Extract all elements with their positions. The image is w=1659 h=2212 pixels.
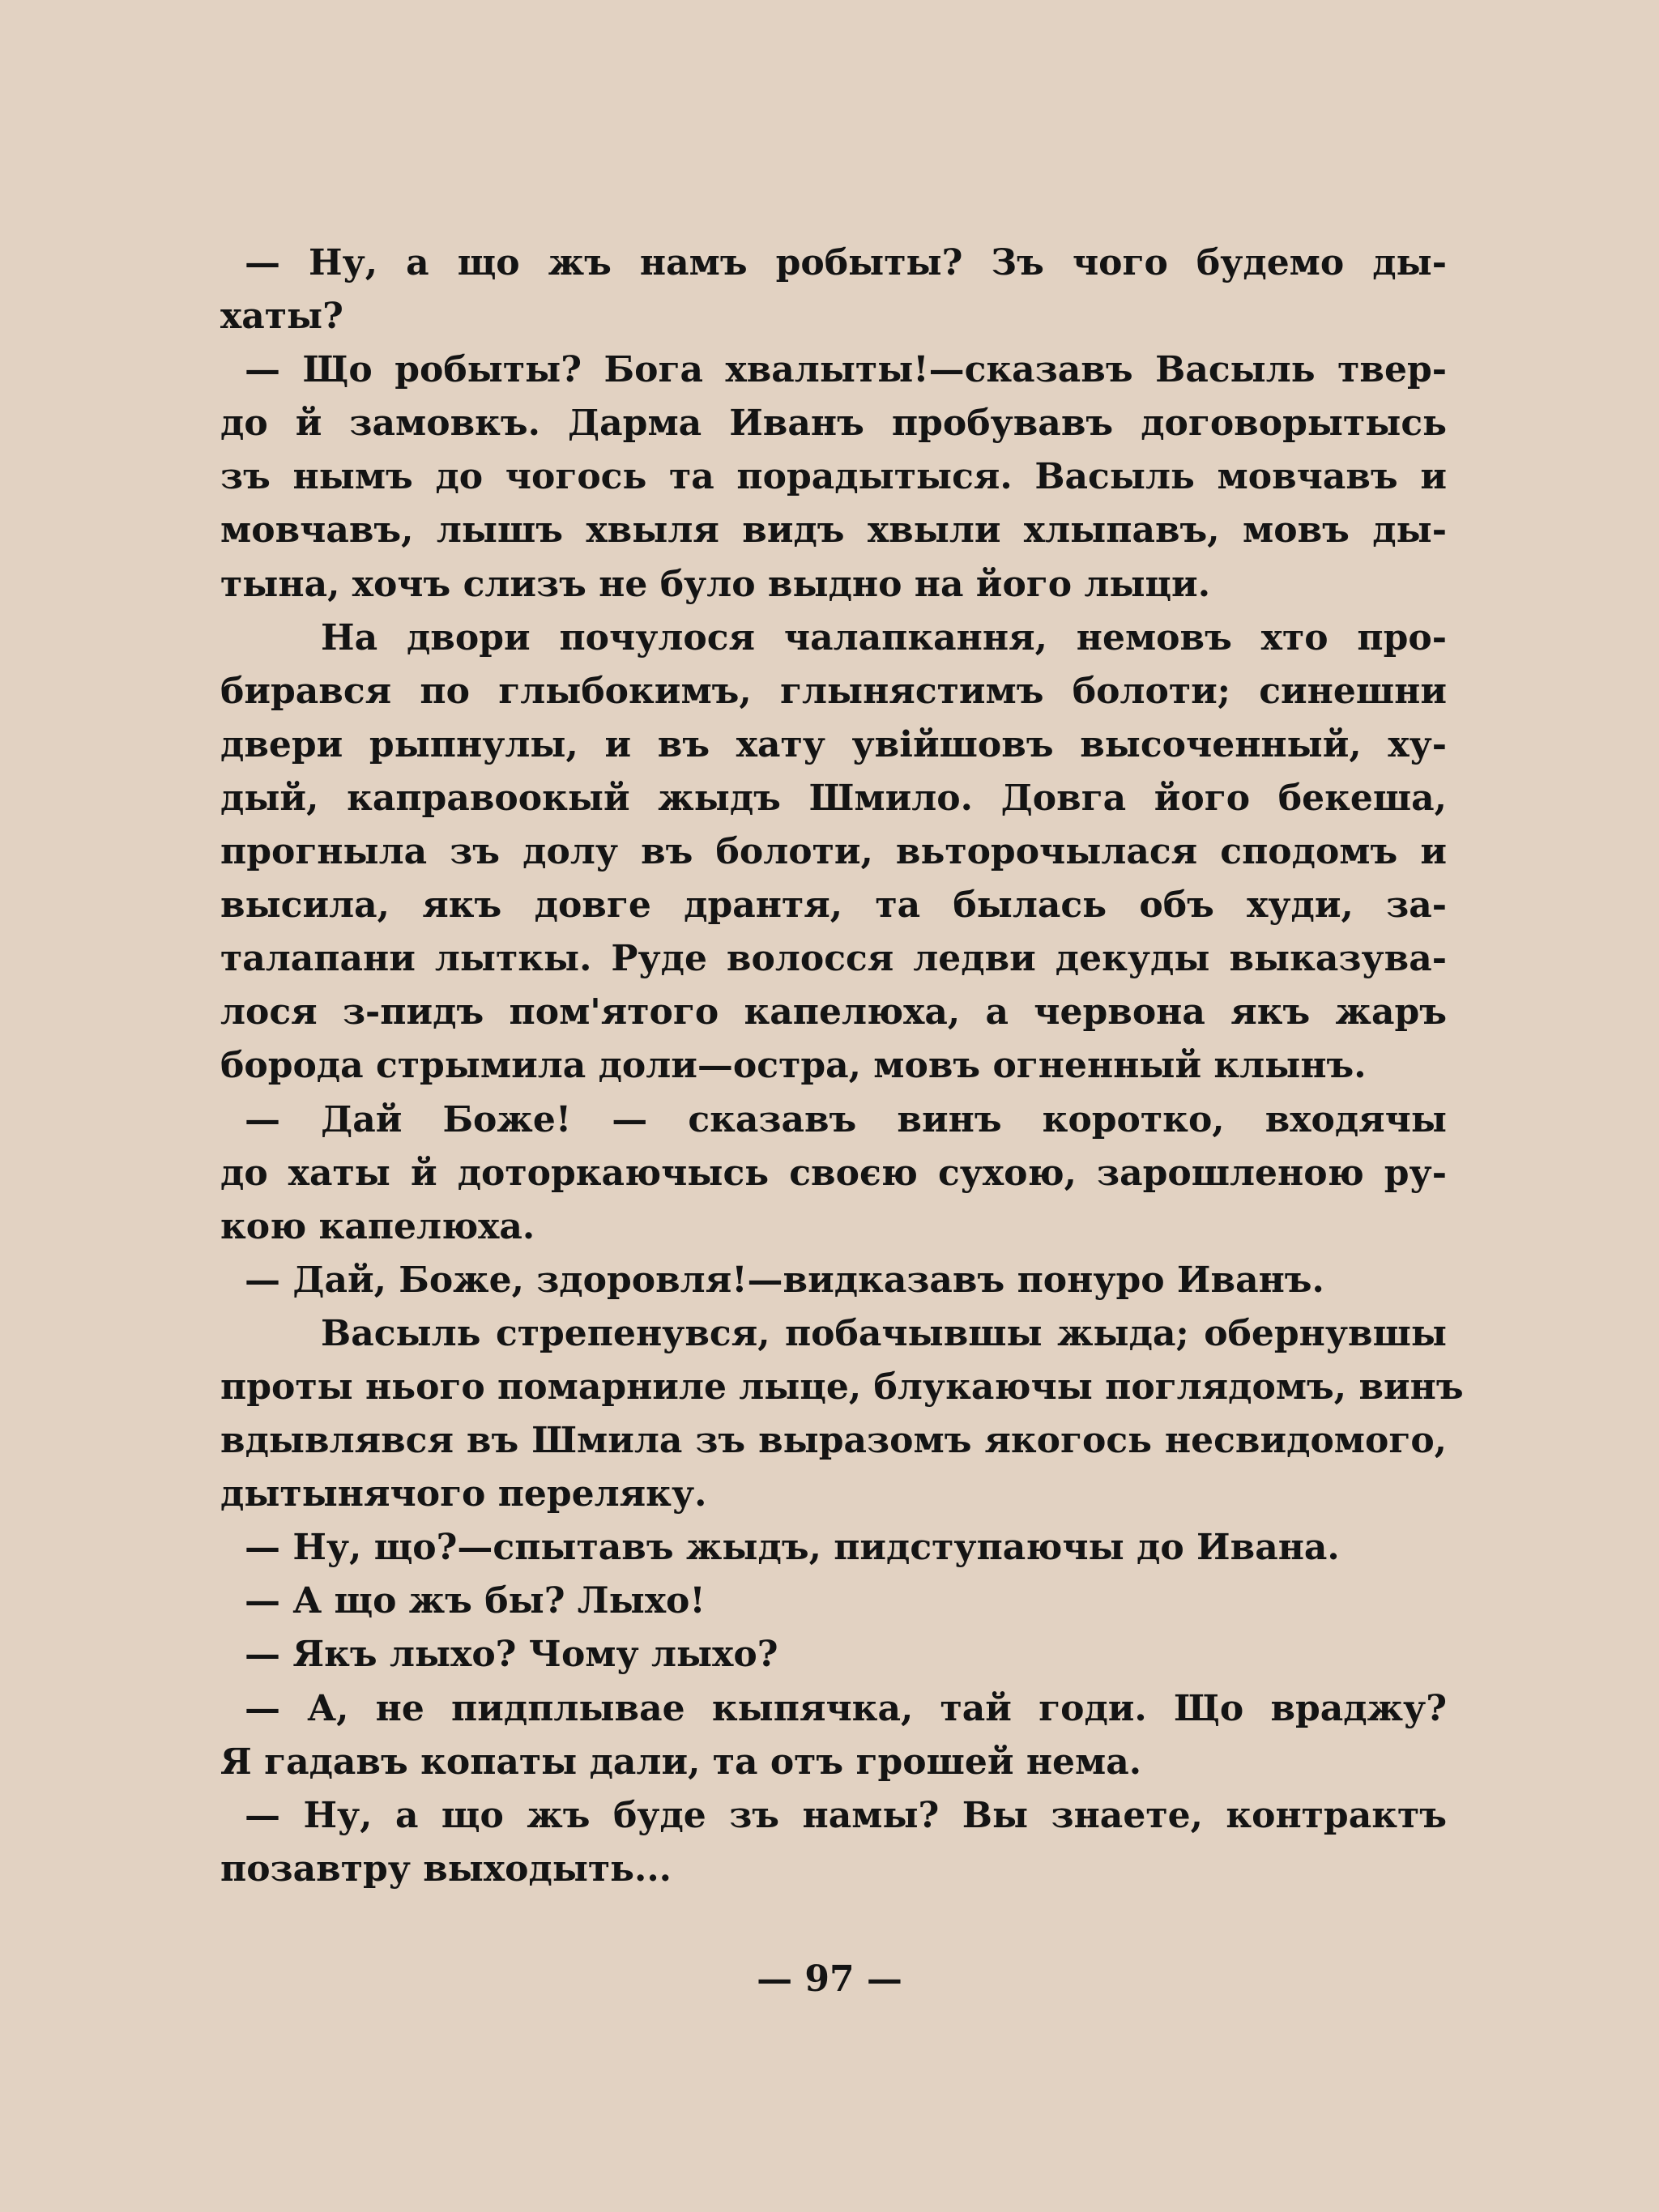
text-line: вдывлявся въ Шмила зъ выразомъ якогось несвидомого, <box>220 1420 1447 1462</box>
text-line: дый, каправоокый жыдъ Шмило. Довга його бекеша, <box>220 777 1447 819</box>
text-line: — Дай Боже! — сказавъ винъ коротко, входячы <box>245 1098 1447 1140</box>
text-line: позавтру выходыть... <box>220 1848 672 1890</box>
text-line: до хаты й доторкаючысь своєю сухою, зарошленою ру- <box>220 1152 1447 1194</box>
text-line: талапани лыткы. Руде волосся ледви декуды выказува- <box>220 938 1447 980</box>
text-line: — Дай, Боже, здоровля!—видказавъ понуро Иванъ. <box>245 1259 1324 1301</box>
text-line: — Що робыты? Бога хвалыты!—сказавъ Васыль твер- <box>245 349 1447 391</box>
text-line: дытынячого переляку. <box>220 1473 707 1515</box>
text-line: до й замовкъ. Дарма Иванъ пробувавъ договорытысь <box>220 403 1447 445</box>
text-line: высила, якъ довге дрантя, та былась объ худи, за- <box>220 884 1447 927</box>
text-line: бирався по глыбокимъ, глынястимъ болоти; синешни <box>220 670 1447 712</box>
text-line: тына, хочъ слизъ не було выдно на його лыци. <box>220 563 1211 605</box>
text-line: лося з-пидъ пом'ятого капелюха, а червона якъ жаръ <box>220 991 1447 1034</box>
text-line: На двори почулося чалапкання, немовъ хто про- <box>321 616 1447 658</box>
text-line: — Ну, а що жъ намъ робыты? Зъ чого будемо ды- <box>245 242 1447 283</box>
page-text <box>220 237 1464 1896</box>
text-line: двери рыпнулы, и въ хату увійшовъ высоченный, ху- <box>220 723 1447 765</box>
text-line: зъ нымъ до чогось та порадытыся. Васыль мовчавъ и <box>220 456 1447 498</box>
text-line: проты нього помарниле лыце, блукаючы поглядомъ, винъ <box>220 1366 1464 1408</box>
page-number: — 97 — <box>757 1958 902 2000</box>
text-line: Я гадавъ копаты дали, та отъ грошей нема. <box>220 1741 1142 1783</box>
text-line: — Ну, а що жъ буде зъ намы? Вы знаете, контрактъ <box>245 1794 1447 1836</box>
text-line: — А що жъ бы? Лыхо! <box>245 1580 706 1622</box>
text-line: — Якъ лыхо? Чому лыхо? <box>245 1634 778 1676</box>
text-line: — Ну, що?—спытавъ жыдъ, пидступаючы до Ивана. <box>245 1527 1340 1569</box>
text-line: хаты? <box>220 296 343 338</box>
text-line: борода стрымила доли—остра, мовъ огненный клынъ. <box>220 1045 1367 1087</box>
text-line: прогныла зъ долу въ болоти, вьторочылася сподомъ и <box>220 831 1447 873</box>
text-line: Васыль стрепенувся, побачывшы жыда; обернувшы <box>321 1312 1447 1354</box>
text-line: кою капелюха. <box>220 1205 535 1247</box>
text-line: — А, не пидплывае кыпячка, тай годи. Що враджу? <box>245 1687 1447 1729</box>
text-line: мовчавъ, лышъ хвыля видъ хвыли хлыпавъ, мовъ ды- <box>220 509 1447 552</box>
